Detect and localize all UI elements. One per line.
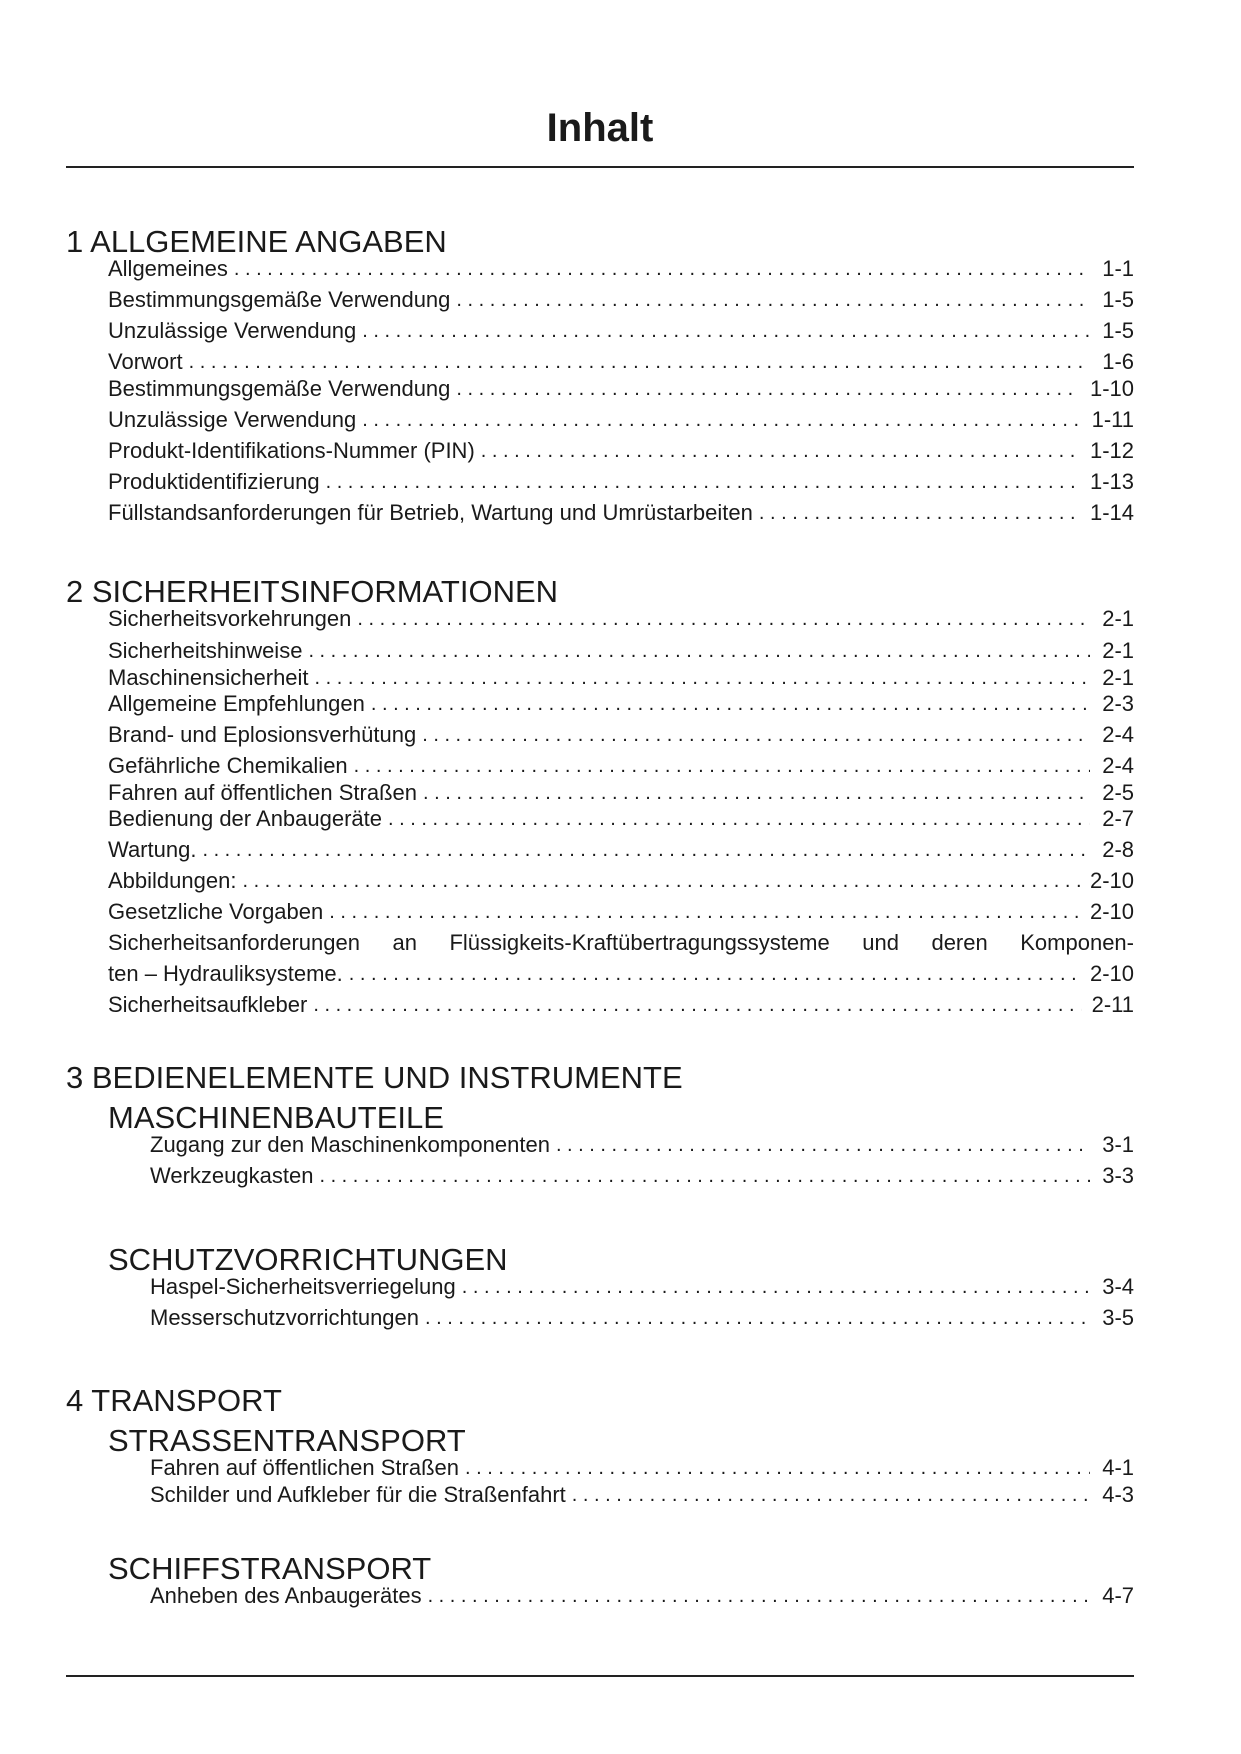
toc-entry-page: 1-5 — [1102, 318, 1134, 343]
toc-leader-dots — [354, 753, 1090, 779]
toc-entry-label: Bestimmungsgemäße Verwendung — [108, 376, 451, 401]
toc-entry[interactable] — [150, 1305, 1134, 1331]
toc-entry[interactable] — [150, 1163, 1134, 1189]
toc-leader-dots — [242, 868, 1080, 894]
toc-entry[interactable] — [108, 665, 1134, 691]
toc-leader-dots — [326, 469, 1080, 495]
toc-entry-page: 2-1 — [1102, 665, 1134, 690]
toc-leader-dots — [388, 806, 1090, 832]
toc-entry-page: 1-1 — [1102, 256, 1134, 281]
toc-leader-dots — [315, 665, 1090, 691]
toc-entry-label: Allgemeine Empfehlungen — [108, 691, 365, 716]
toc-leader-dots — [202, 837, 1090, 863]
toc-entry[interactable] — [108, 992, 1134, 1018]
toc-entry[interactable] — [108, 638, 1134, 664]
toc-leader-dots — [425, 1305, 1090, 1331]
toc-entry-label: Haspel-Sicherheitsverriegelung — [150, 1274, 456, 1299]
toc-leader-dots — [423, 780, 1090, 806]
toc-entry[interactable] — [108, 722, 1134, 748]
toc-entry-page: 3-4 — [1102, 1274, 1134, 1299]
toc-entry-page: 2-10 — [1089, 961, 1134, 986]
toc-entry-label: Maschinensicherheit — [108, 665, 309, 690]
toc-entry-page: 2-4 — [1102, 722, 1134, 747]
toc-entry-label: Schilder und Aufkleber für die Straßenfahrt — [150, 1482, 566, 1507]
toc-entry-page: 2-1 — [1102, 638, 1134, 663]
toc-entry-page: 2-4 — [1102, 753, 1134, 778]
toc-entry[interactable] — [108, 318, 1134, 344]
toc-entry-page: 1-14 — [1089, 500, 1134, 525]
title-divider — [66, 166, 1134, 168]
toc-entry-page: 1-5 — [1102, 287, 1134, 312]
toc-entry[interactable] — [108, 961, 1134, 987]
toc-entry-label: Allgemeines — [108, 256, 228, 281]
toc-leader-dots — [556, 1132, 1090, 1158]
toc-leader-dots — [465, 1455, 1090, 1481]
toc-entry-label: Fahren auf öffentlichen Straßen — [108, 780, 418, 805]
chapter-heading-4: 4 TRANSPORT — [66, 1383, 282, 1418]
chapter-heading-2: 2 SICHERHEITSINFORMATIONEN — [66, 574, 559, 609]
toc-leader-dots — [481, 438, 1080, 464]
toc-entry-label: Produktidentifizierung — [108, 469, 320, 494]
toc-entry[interactable] — [108, 780, 1134, 806]
section-heading: SCHIFFSTRANSPORT — [108, 1551, 432, 1586]
toc-entry-page: 1-13 — [1089, 469, 1134, 494]
toc-entry-page: 2-10 — [1089, 899, 1134, 924]
toc-entry[interactable] — [108, 806, 1134, 832]
toc-entry[interactable] — [150, 1132, 1134, 1158]
toc-entry-page: 2-3 — [1102, 691, 1134, 716]
section-heading: SCHUTZVORRICHTUNGEN — [108, 1242, 508, 1277]
chapter-heading-3: 3 BEDIENELEMENTE UND INSTRUMENTE — [66, 1060, 683, 1095]
toc-leader-dots — [308, 638, 1090, 664]
toc-entry-label: Gesetzliche Vorgaben — [108, 899, 324, 924]
toc-entry-page: 1-6 — [1102, 349, 1134, 374]
toc-entry[interactable] — [150, 1583, 1134, 1609]
toc-entry[interactable] — [108, 691, 1134, 717]
toc-entry-label: Zugang zur den Maschinenkomponenten — [150, 1132, 550, 1157]
section-heading: STRASSENTRANSPORT — [108, 1423, 466, 1458]
toc-leader-dots — [462, 1274, 1090, 1300]
toc-leader-dots — [313, 992, 1081, 1018]
toc-leader-dots — [349, 961, 1080, 987]
toc-entry[interactable] — [108, 469, 1134, 495]
toc-leader-dots — [428, 1583, 1090, 1609]
toc-entry-page: 1-10 — [1089, 376, 1134, 401]
toc-entry-label: Werkzeugkasten — [150, 1163, 314, 1188]
footer-divider — [66, 1675, 1134, 1677]
toc-entry-label: Füllstandsanforderungen für Betrieb, Wartung und Umrüstarbeiten — [108, 500, 753, 525]
toc-entry-page: 4-7 — [1102, 1583, 1134, 1608]
toc-entry[interactable] — [108, 256, 1134, 282]
toc-entry-label-wrap[interactable]: Sicherheitsanforderungen an Flüssigkeits-Kraftübertragungssysteme und deren Komponen- — [108, 930, 1134, 955]
toc-entry-label: Wartung. — [108, 837, 197, 862]
toc-entry[interactable] — [108, 753, 1134, 779]
toc-entry-page: 2-8 — [1102, 837, 1134, 862]
toc-entry-label: Sicherheitshinweise — [108, 638, 303, 663]
toc-entry-page: 2-11 — [1091, 992, 1134, 1017]
toc-entry[interactable] — [108, 407, 1134, 433]
toc-entry-label: Anheben des Anbaugerätes — [150, 1583, 422, 1608]
toc-leader-dots — [357, 606, 1090, 632]
toc-entry-label: Bedienung der Anbaugeräte — [108, 806, 383, 831]
chapter-heading-1: 1 ALLGEMEINE ANGABEN — [66, 224, 447, 259]
toc-leader-dots — [319, 1163, 1090, 1189]
toc-entry-page: 2-5 — [1102, 780, 1134, 805]
toc-entry[interactable] — [108, 500, 1134, 526]
toc-leader-dots — [422, 722, 1090, 748]
toc-entry-page: 1-12 — [1089, 438, 1134, 463]
section-heading: MASCHINENBAUTEILE — [108, 1100, 444, 1135]
toc-entry-page: 3-5 — [1102, 1305, 1134, 1330]
toc-entry[interactable] — [108, 899, 1134, 925]
toc-leader-dots — [362, 407, 1081, 433]
toc-entry-page: 2-7 — [1102, 806, 1134, 831]
toc-entry-label: Abbildungen: — [108, 868, 237, 893]
toc-entry[interactable] — [108, 287, 1134, 313]
toc-leader-dots — [189, 349, 1090, 375]
toc-entry-page: 2-1 — [1102, 606, 1134, 631]
toc-entry[interactable] — [108, 606, 1134, 632]
page-title: Inhalt — [546, 106, 654, 150]
toc-entry[interactable] — [108, 349, 1134, 375]
toc-leader-dots — [759, 500, 1080, 526]
toc-entry-label: Gefährliche Chemikalien — [108, 753, 348, 778]
toc-leader-dots — [234, 256, 1090, 282]
toc-entry[interactable] — [108, 376, 1134, 402]
toc-entry-label: Unzulässige Verwendung — [108, 407, 357, 432]
toc-entry-label: Brand- und Eplosionsverhütung — [108, 722, 417, 747]
toc-leader-dots — [572, 1482, 1090, 1508]
toc-entry-page: 4-3 — [1102, 1482, 1134, 1507]
toc-entry-page: 2-10 — [1089, 868, 1134, 893]
toc-leader-dots — [456, 376, 1080, 402]
toc-entry-page: 3-1 — [1102, 1132, 1134, 1157]
toc-entry[interactable] — [108, 868, 1134, 894]
toc-entry-label: Sicherheitsvorkehrungen — [108, 606, 352, 631]
toc-leader-dots — [329, 899, 1080, 925]
toc-entry[interactable] — [150, 1482, 1134, 1508]
toc-leader-dots — [362, 318, 1090, 344]
toc-entry-label: Unzulässige Verwendung — [108, 318, 357, 343]
toc-entry[interactable] — [108, 438, 1134, 464]
toc-entry-page: 4-1 — [1102, 1455, 1134, 1480]
toc-entry-page: 3-3 — [1102, 1163, 1134, 1188]
toc-entry-label: Vorwort — [108, 349, 183, 374]
toc-entry-label: Sicherheitsaufkleber — [108, 992, 308, 1017]
toc-entry[interactable] — [150, 1455, 1134, 1481]
toc-leader-dots — [456, 287, 1090, 313]
toc-entry-label: ten – Hydrauliksysteme. — [108, 961, 343, 986]
toc-entry[interactable] — [108, 837, 1134, 863]
toc-entry-label: Messerschutzvorrichtungen — [150, 1305, 420, 1330]
toc-entry-label: Produkt-Identifikations-Nummer (PIN) — [108, 438, 475, 463]
toc-entry-page: 1-11 — [1091, 407, 1134, 432]
toc-entry-label: Bestimmungsgemäße Verwendung — [108, 287, 451, 312]
toc-entry-label: Fahren auf öffentlichen Straßen — [150, 1455, 460, 1480]
toc-leader-dots — [371, 691, 1090, 717]
toc-entry[interactable] — [150, 1274, 1134, 1300]
